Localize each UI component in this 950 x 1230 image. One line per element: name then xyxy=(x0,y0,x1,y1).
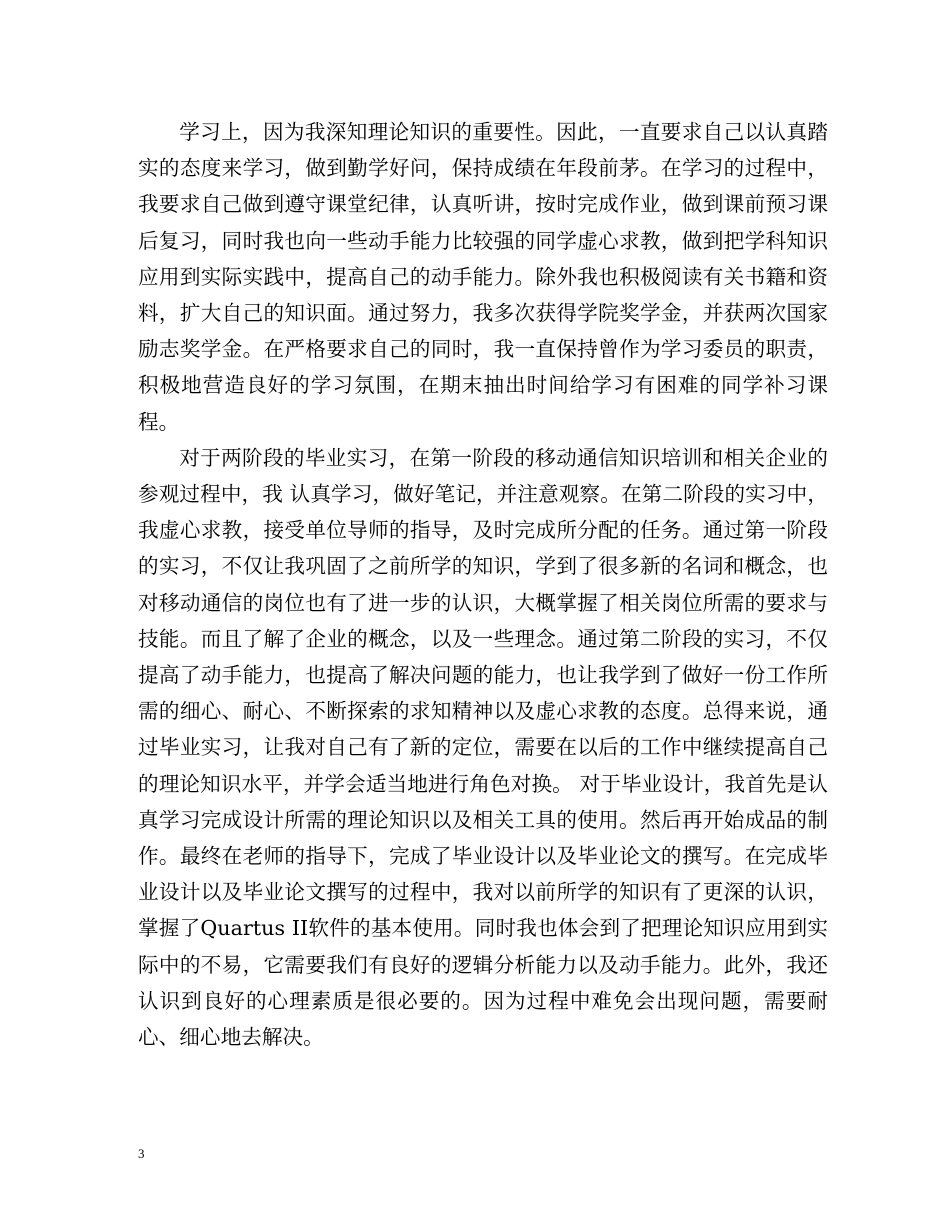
paragraph-internship-design: 对于两阶段的毕业实习，在第一阶段的移动通信知识培训和相关企业的参观过程中，我 认真学习，做好笔记，并注意观察。在第二阶段的实习中，我虚心求教，接受单位导师的指导，及时完成所分配的任务。通过第一阶段的实习，不仅让我巩固了之前所学的知识，学到了很多新的名词和概念，也对移动通信的岗位也有了进一步的认识，大概掌握了相关岗位所需的要求与技能。而且了解了企业的概念，以及一些理念。通过第二阶段的实习，不仅提高了动手能力，也提高了解决问题的能力，也让我学到了做好一份工作所需的细心、耐心、不断探索的求知精神以及虚心求教的态度。总得来说，通过毕业实习，让我对自己有了新的定位，需要在以后的工作中继续提高自己的理论知识水平，并学会适当地进行角色对换。 对于毕业设计，我首先是认真学习完成设计所需的理论知识以及相关工具的使用。然后再开始成品的制作。最终在老师的指导下，完成了毕业设计以及毕业论文的撰写。在完成毕业设计以及毕业论文撰写的过程中，我对以前所学的知识有了更深的认识，掌握了Quartus II软件的基本使用。同时我也体会到了把理论知识应用到实际中的不易，它需要我们有良好的逻辑分析能力以及动手能力。此外，我还认识到良好的心理素质是很必要的。因为过程中难免会出现问题，需要耐心、细心地去解决。 xyxy=(138,445,828,1050)
body-text xyxy=(138,114,828,1055)
paragraph-study: 学习上，因为我深知理论知识的重要性。因此，一直要求自己以认真踏实的态度来学习，做到勤学好问，保持成绩在年段前茅。在学习的过程中，我要求自己做到遵守课堂纪律，认真听讲，按时完成作业，做到课前预习课后复习，同时我也向一些动手能力比较强的同学虚心求教，做到把学科知识应用到实际实践中，提高自己的动手能力。除外我也积极阅读有关书籍和资料，扩大自己的知识面。通过努力，我多次获得学院奖学金，并获两次国家励志奖学金。在严格要求自己的同时，我一直保持曾作为学习委员的职责，积极地营造良好的学习氛围，在期末抽出时间给学习有困难的同学补习课程。 xyxy=(138,120,828,434)
page-number: 3 xyxy=(138,1146,145,1161)
